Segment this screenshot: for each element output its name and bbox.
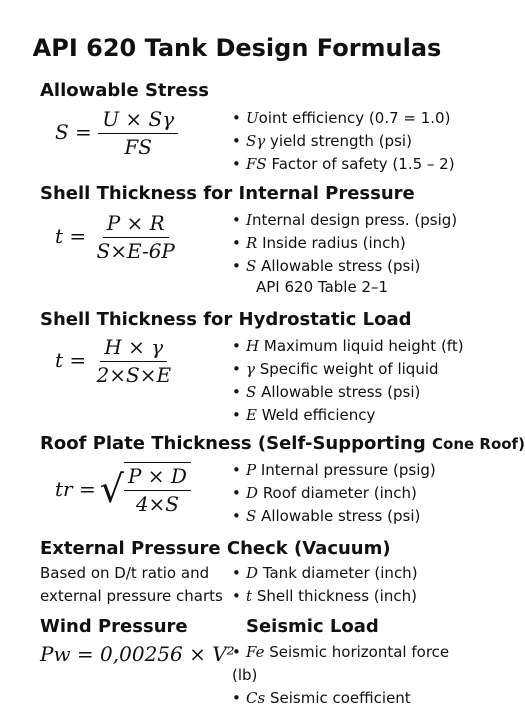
numerator: U × Sγ (98, 108, 178, 134)
formula-roof-plate (55, 462, 191, 516)
variable-item: • t Shell thickness (inch) (232, 585, 418, 608)
variable-item: • FS Factor of safety (1.5 – 2) (232, 153, 455, 176)
reference-note: API 620 Table 2–1 (256, 278, 389, 296)
formula-internal-pressure (55, 212, 179, 263)
section-heading-seismic-load: Seismic Load (246, 616, 379, 637)
fraction (93, 336, 176, 387)
variable-item: • S Allowable stress (psi) (232, 255, 457, 278)
variable-list (232, 209, 457, 278)
variable-list (232, 335, 464, 427)
variable-item: • P Internal pressure (psig) (232, 459, 436, 482)
numerator: P × R (103, 212, 169, 238)
page-title: API 620 Tank Design Formulas (32, 34, 442, 62)
numerator: P × D (124, 465, 191, 491)
formula-allowable-stress (55, 108, 178, 159)
section-heading-external-pressure: External Pressure Check (Vacuum) (40, 538, 391, 559)
variable-item: • Fe Seismic horizontal force (lb) (232, 641, 474, 687)
formula-lhs: t = (55, 224, 87, 248)
formula-hydrostatic (55, 336, 175, 387)
denominator: S×E-6P (96, 239, 175, 263)
variable-item: • S Allowable stress (psi) (232, 505, 436, 528)
variable-item: • H Maximum liquid height (ft) (232, 335, 464, 358)
description-line: external pressure charts (40, 587, 223, 605)
variable-item: • D Tank diameter (inch) (232, 562, 418, 585)
formula-wind-pressure: Pw = 0,00256 × V² (40, 642, 235, 666)
variable-item: • D Roof diameter (inch) (232, 482, 436, 505)
fraction (124, 462, 191, 516)
denominator: 4×S (135, 492, 180, 516)
variable-item: • Sγ yield strength (psi) (232, 130, 455, 153)
formula-lhs: tr = (55, 477, 96, 501)
variable-list (232, 641, 474, 710)
section-heading-hydrostatic-load: Shell Thickness for Hydrostatic Load (40, 309, 412, 330)
variable-item: • R Inside radius (inch) (232, 232, 457, 255)
variable-list (232, 459, 436, 528)
fraction (98, 108, 178, 159)
sqrt-icon: √ (99, 467, 124, 511)
fraction (93, 212, 179, 263)
section-heading-roof-plate: Roof Plate Thickness (Self-Supporting Cone Roof) (40, 433, 525, 454)
denominator: 2×S×E (96, 363, 172, 387)
section-heading-internal-pressure: Shell Thickness for Internal Pressure (40, 183, 415, 204)
variable-item: • Uoint efficiency (0.7 = 1.0) (232, 107, 455, 130)
denominator: FS (124, 135, 152, 159)
formula-lhs: t = (55, 348, 87, 372)
section-heading-allowable-stress: Allowable Stress (40, 80, 210, 101)
numerator: H × γ (100, 336, 167, 362)
description-line: Based on D/t ratio and (40, 564, 210, 582)
variable-item: • S Allowable stress (psi) (232, 381, 464, 404)
variable-item: • E Weld efficiency (232, 404, 464, 427)
external-pressure-description (40, 562, 223, 608)
variable-item: • Internal design press. (psig) (232, 209, 457, 232)
variable-list (232, 107, 455, 176)
formula-lhs: S = (55, 120, 92, 144)
variable-item: • γ Specific weight of liquid (232, 358, 464, 381)
section-heading-wind-pressure: Wind Pressure (40, 616, 188, 637)
variable-list (232, 562, 418, 608)
variable-item: • Cs Seismic coefficient (232, 687, 474, 710)
